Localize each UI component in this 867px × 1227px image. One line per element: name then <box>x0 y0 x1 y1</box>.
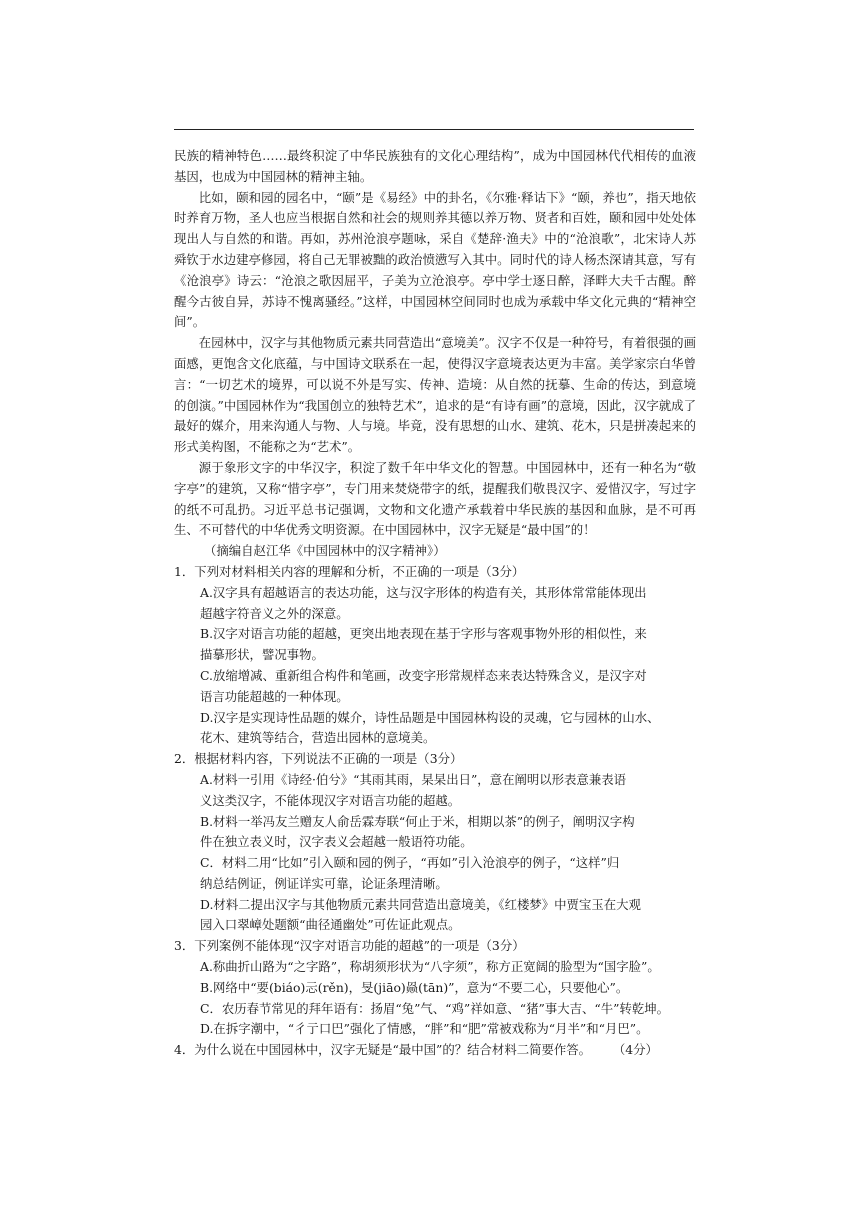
option-c <box>174 666 696 708</box>
option-d <box>174 895 696 937</box>
question-score: （4分） <box>619 1042 658 1058</box>
question-stem: 为什么说在中国园林中，汉字无疑是“最中国”的？结合材料二简要作答。 <box>194 1042 592 1058</box>
option-line: B.汉字对语言功能的超越，更突出地表现在基于字形与客观事物外形的相似性，来 <box>200 626 647 642</box>
option-line: 义这类汉字，不能体现汉字对语言功能的超越。 <box>200 792 461 808</box>
question-stem: 下列案例不能体现“汉字对语言功能的超越”的一项是（3分） <box>194 938 525 954</box>
question-stem: 下列对材料相关内容的理解和分析，不正确的一项是（3分） <box>194 563 525 579</box>
option-line: D.材料二提出汉字与其他物质元素共同营造出意境美，《红楼梦》中贾宝玉在大观 <box>200 896 641 912</box>
option-a <box>174 770 696 812</box>
question-number: 3． <box>174 938 195 954</box>
option-line: C．材料二用“比如”引入颐和园的例子，“再如”引入沧浪亭的例子，“这样”归 <box>200 855 620 871</box>
option-c <box>174 999 696 1020</box>
option-b <box>174 624 696 666</box>
question-number: 4． <box>174 1042 195 1058</box>
option-line: 超越字符音义之外的深意。 <box>200 605 349 621</box>
option-line: C.放缩增减、重新组合构件和笔画，改变字形常规样态来表达特殊含义，是汉字对 <box>200 667 647 683</box>
paragraph-4: 源于象形文字的中华汉字，积淀了数千年中华文化的智慧。中国园林中，还有一种名为“敬字亭”的建筑，又称“惜字亭”，专门用来焚烧带字的纸，提醒我们敬畏汉字、爱惜汉字，写过字的纸不可乱扔。习近平总书记强调，文物和文化遗产承载着中华民族的基因和血脉，是不可再生、不可替代的中华优秀文明资源。在中国园林中，汉字无疑是“最中国”的！ <box>174 459 696 538</box>
option-line: A.材料一引用《诗经·伯兮》“其雨其雨，杲杲出日”，意在阐明以形表意兼表语 <box>200 771 626 787</box>
option-b <box>174 978 696 999</box>
option-line: 花木、建筑等结合，营造出园林的意境美。 <box>200 730 436 746</box>
source-citation: （摘编自赵江华《中国园林中的汉字精神》） <box>204 543 446 559</box>
question-2-options <box>174 770 696 936</box>
question-1-options <box>174 583 696 749</box>
paragraph-1: 民族的精神特色……最终积淀了中华民族独有的文化心理结构”，成为中国园林代代相传的血液基因，也成为中国园林的精神主轴。 <box>174 148 696 184</box>
option-line: B.材料一举冯友兰赠友人俞岳霖寿联“何止于米，相期以茶”的例子，阐明汉字构 <box>200 813 635 829</box>
option-line: D.在拆字潮中，“彳亍口巴”强化了情感，“胖”和“肥”常被戏称为“月半”和“月巴”。 <box>200 1021 649 1037</box>
option-a <box>174 957 696 978</box>
document-body <box>174 146 696 1061</box>
option-d <box>174 1019 696 1040</box>
option-line: A.汉字具有超越语言的表达功能，这与汉字形体的构造有关，其形体常常能体现出 <box>200 584 647 600</box>
question-number: 1． <box>174 563 195 579</box>
option-d <box>174 708 696 750</box>
question-4 <box>174 1040 696 1061</box>
paragraph-3: 在园林中，汉字与其他物质元素共同营造出“意境美”。汉字不仅是一种符号，有着很强的画面感，更饱含文化底蕴，与中国诗文联系在一起，使得汉字意境表达更为丰富。美学家宗白华曾言：“一切艺术的境界，可以说不外是写实、传神、造境：从自然的抚摹、生命的传达，到意境的创演。”中国园林作为“我国创立的独特艺术”，追求的是“有诗有画”的意境，因此，汉字就成了最好的媒介，用来沟通人与物、人与境。毕竟，没有思想的山水、建筑、花木，只是拼凑起来的形式美构图，不能称之为“艺术”。 <box>174 335 696 455</box>
paragraph-2: 比如，颐和园的园名中，“颐”是《易经》中的卦名，《尔雅·释诂下》“颐，养也”，指天地依时养育万物，圣人也应当根据自然和社会的规则养其德以养万物、贤者和百姓，颐和园中处处体现出人与自然的和谐。再如，苏州沧浪亭题咏，采自《楚辞·渔夫》中的“沧浪歌”，北宋诗人苏舜钦于水边建亭修园，将自己无罪被黜的政治愤懑写入其中。同时代的诗人杨杰深请其意，写有《沧浪亭》诗云：“沧浪之歌因屈平，子美为立沧浪亭。亭中学士逐日醉，泽畔大夫千古醒。醉醒今古彼自异，苏诗不愧离骚经。”这样，中国园林空间同时也成为承载中华文化元典的“精神空间”。 <box>174 189 696 330</box>
option-line: 语言功能超越的一种体现。 <box>200 688 349 704</box>
option-line: 件在独立表义时，汉字表义会超越一般语符功能。 <box>200 834 473 850</box>
option-a <box>174 583 696 625</box>
option-line: C．农历春节常见的拜年语有：扬眉“兔”气、“鸡”祥如意、“猪”事大吉、“牛”转乾坤。 <box>200 1000 670 1016</box>
option-line: D.汉字是实现诗性品题的媒介，诗性品题是中国园林构设的灵魂，它与园林的山水、 <box>200 709 660 725</box>
question-number: 2． <box>174 751 195 767</box>
option-line: B.网络中“要(biáo)忈(rěn)，旻(jiāo)赑(tān)”，意为“不要二心，只要他心”。 <box>200 979 629 995</box>
option-line: A.称曲折山路为“之字路”，称胡须形状为“八字须”，称方正宽阔的脸型为“国字脸”。 <box>200 959 660 975</box>
question-2 <box>174 749 696 770</box>
header-rule <box>174 129 694 130</box>
option-line: 描摹形状，譬况事物。 <box>200 647 324 663</box>
option-line: 园入口翠嶂处题额“曲径通幽处”可佐证此观点。 <box>200 917 461 933</box>
option-line: 纳总结例证，例证详实可靠，论证条理清晰。 <box>200 875 448 891</box>
option-c <box>174 853 696 895</box>
option-b <box>174 812 696 854</box>
question-stem: 根据材料内容，下列说法不正确的一项是（3分） <box>194 751 463 767</box>
question-3 <box>174 936 696 957</box>
question-3-options <box>174 957 696 1040</box>
question-1 <box>174 562 696 583</box>
